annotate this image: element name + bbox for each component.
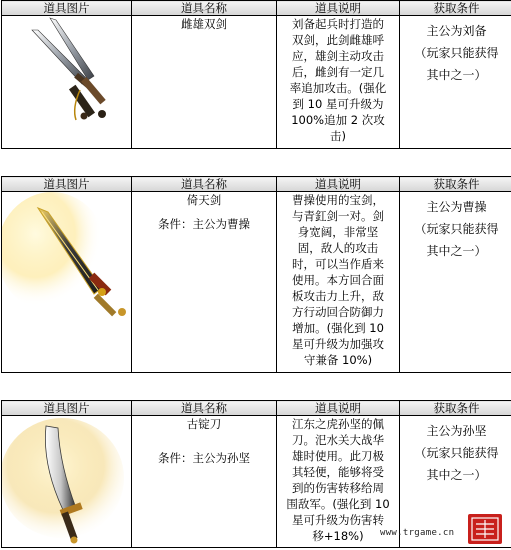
desc-line: 曹操使用的宝剑， bbox=[292, 193, 384, 207]
obtain-line: 主公为孙坚 bbox=[426, 424, 487, 438]
item-name: 雌雄双剑 bbox=[181, 17, 227, 31]
desc-line: 时，可以当作盾来 bbox=[292, 257, 384, 271]
header-obtain: 获取条件 bbox=[400, 177, 511, 192]
desc-line: 星可升级为伤害转 bbox=[292, 513, 384, 527]
header-image: 道具图片 bbox=[2, 1, 132, 16]
header-desc: 道具说明 bbox=[277, 401, 400, 416]
desc-line: 后，雌剑有一定几 bbox=[292, 65, 384, 79]
item-name-cell bbox=[132, 416, 277, 548]
desc-line: 板攻击力上升，敌 bbox=[292, 289, 384, 303]
obtain-line: 主公为刘备 bbox=[426, 24, 487, 38]
item-desc-cell bbox=[277, 192, 400, 373]
desc-line: 增加。(强化到 10 bbox=[292, 321, 384, 335]
desc-line: 100%追加 2 次攻 bbox=[291, 113, 385, 127]
desc-line: 身宽阔，非常坚 bbox=[297, 225, 379, 239]
desc-line: 江东之虎孙坚的佩 bbox=[292, 417, 384, 431]
seal-logo-icon bbox=[466, 512, 504, 546]
desc-line: 双剑，此剑雌雄呼 bbox=[292, 33, 384, 47]
desc-line: 与青釭剑一对。剑 bbox=[292, 209, 384, 223]
yitian-sword-icon bbox=[2, 192, 131, 373]
desc-line: 其轻便，能够将受 bbox=[292, 465, 384, 479]
item-name: 倚天剑 bbox=[186, 193, 222, 207]
item-obtain-cell bbox=[400, 192, 511, 373]
obtain-line: 其中之一） bbox=[426, 468, 487, 482]
desc-line: 守兼备 10%) bbox=[303, 353, 373, 367]
item-name: 古锭刀 bbox=[186, 417, 222, 431]
header-image: 道具图片 bbox=[2, 177, 132, 192]
item-image-cell bbox=[2, 16, 132, 149]
desc-line: 击) bbox=[330, 129, 346, 143]
desc-line: 使用。本方回合面 bbox=[292, 273, 384, 287]
desc-line: 围敌军。(强化到 10 bbox=[286, 497, 390, 511]
guding-blade-icon bbox=[2, 416, 131, 548]
item-condition: 条件：主公为孙坚 bbox=[158, 451, 250, 465]
obtain-line: 其中之一） bbox=[426, 68, 487, 82]
header-desc: 道具说明 bbox=[277, 177, 400, 192]
desc-line: 到 10 星可升级为 bbox=[292, 97, 384, 111]
item-condition: 条件：主公为曹操 bbox=[158, 217, 250, 231]
item-table-3 bbox=[1, 400, 511, 548]
desc-line: 方行动回合防御力 bbox=[292, 305, 384, 319]
header-obtain: 获取条件 bbox=[400, 401, 511, 416]
header-image: 道具图片 bbox=[2, 401, 132, 416]
desc-line: 移+18%) bbox=[312, 529, 364, 543]
desc-line: 雄时使用。此刀极 bbox=[292, 449, 384, 463]
obtain-line: 主公为曹操 bbox=[426, 200, 487, 214]
desc-line: 率追加攻击。(强化 bbox=[289, 81, 387, 95]
item-name-cell bbox=[132, 16, 277, 149]
item-obtain-cell bbox=[400, 16, 511, 149]
item-desc-cell bbox=[277, 16, 400, 149]
header-desc: 道具说明 bbox=[277, 1, 400, 16]
header-name: 道具名称 bbox=[132, 177, 277, 192]
obtain-line: 其中之一） bbox=[426, 244, 487, 258]
item-image-cell bbox=[2, 416, 132, 548]
header-name: 道具名称 bbox=[132, 1, 277, 16]
twin-swords-icon bbox=[2, 16, 131, 149]
desc-line: 刘备起兵时打造的 bbox=[292, 17, 384, 31]
desc-line: 星可升级为加强攻 bbox=[292, 337, 384, 351]
desc-line: 应，雄剑主动攻击 bbox=[292, 49, 384, 63]
desc-line: 固，敌人的攻击 bbox=[297, 241, 379, 255]
item-name-cell bbox=[132, 192, 277, 373]
obtain-line: （玩家只能获得 bbox=[414, 46, 499, 60]
obtain-line: （玩家只能获得 bbox=[414, 446, 499, 460]
header-obtain: 获取条件 bbox=[400, 1, 511, 16]
header-name: 道具名称 bbox=[132, 401, 277, 416]
desc-line: 到的伤害转移给周 bbox=[292, 481, 384, 495]
desc-line: 刀。汜水关大战华 bbox=[292, 433, 384, 447]
watermark-text: www.trgame.cn bbox=[380, 528, 455, 538]
item-table-1 bbox=[1, 0, 511, 149]
item-image-cell bbox=[2, 192, 132, 373]
item-table-2 bbox=[1, 176, 511, 373]
obtain-line: （玩家只能获得 bbox=[414, 222, 499, 236]
